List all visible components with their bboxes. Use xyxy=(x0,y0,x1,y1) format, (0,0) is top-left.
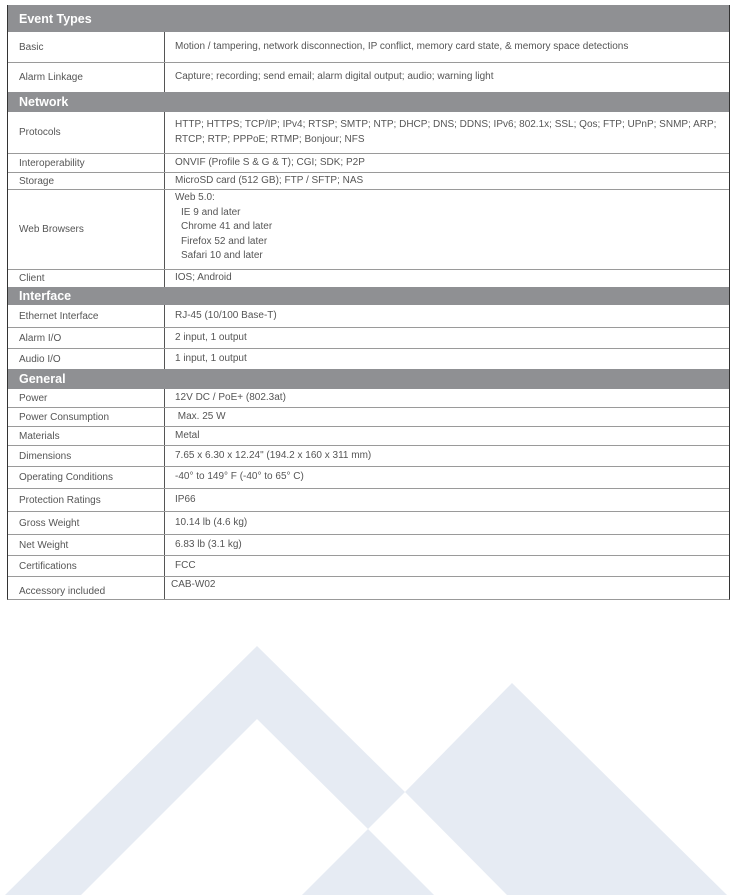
spec-row-storage xyxy=(8,172,729,189)
spec-row-gross-weight xyxy=(8,511,729,534)
spec-label: Client xyxy=(8,270,165,287)
spec-label: Audio I/O xyxy=(8,349,165,369)
spec-value-line: Firefox 52 and later xyxy=(181,235,268,247)
spec-row-certifications xyxy=(8,555,729,576)
spec-table xyxy=(7,5,730,600)
spec-label: Power Consumption xyxy=(8,408,165,426)
spec-value-line: Motion / tampering, network disconnection, IP conflict, memory card state, & memory space detections xyxy=(175,40,629,52)
spec-value xyxy=(165,489,729,511)
spec-label: Protocols xyxy=(8,112,165,153)
spec-row-accessory-included xyxy=(8,576,729,599)
spec-row-protocols xyxy=(8,112,729,153)
spec-value-line: IP66 xyxy=(175,493,196,505)
spec-value xyxy=(165,535,729,555)
section-title: Network xyxy=(19,95,69,109)
section-title: Interface xyxy=(19,289,72,303)
spec-value xyxy=(165,446,729,466)
spec-value xyxy=(165,112,729,153)
spec-row-materials xyxy=(8,426,729,445)
spec-value xyxy=(165,305,729,327)
spec-row-audio-io xyxy=(8,348,729,369)
spec-label: Materials xyxy=(8,427,165,445)
spec-value-line: Max. 25 W xyxy=(175,410,226,422)
spec-value xyxy=(165,512,729,534)
spec-value-line: 7.65 x 6.30 x 12.24" (194.2 x 160 x 311 mm) xyxy=(175,449,372,461)
spec-value xyxy=(165,577,729,599)
spec-value-line: IE 9 and later xyxy=(181,206,241,218)
spec-row-power-consumption xyxy=(8,407,729,426)
spec-value xyxy=(165,154,729,172)
spec-value-line: Capture; recording; send email; alarm digital output; audio; warning light xyxy=(175,71,494,83)
spec-value-line: -40° to 149° F (-40° to 65° C) xyxy=(175,471,304,483)
spec-row-alarm-io xyxy=(8,327,729,348)
section-header-general xyxy=(8,369,729,389)
spec-row-client xyxy=(8,269,729,287)
spec-row-interoperability xyxy=(8,153,729,172)
spec-label: Power xyxy=(8,389,165,407)
section-title: Event Types xyxy=(19,11,92,26)
spec-value-line: 10.14 lb (4.6 kg) xyxy=(175,516,248,528)
spec-value-line: Web 5.0: xyxy=(175,192,215,203)
spec-label: Protection Ratings xyxy=(8,489,165,511)
spec-row-operating-conditions xyxy=(8,466,729,488)
spec-value-line: MicroSD card (512 GB); FTP / SFTP; NAS xyxy=(175,174,364,186)
section-header-event-types xyxy=(8,5,729,32)
spec-value xyxy=(165,556,729,576)
spec-value xyxy=(165,389,729,407)
spec-value xyxy=(165,270,729,287)
spec-value-line: 2 input, 1 output xyxy=(175,331,247,343)
spec-value xyxy=(165,173,729,189)
spec-value-line: 1 input, 1 output xyxy=(175,352,247,364)
watermark-small-peak xyxy=(302,829,434,895)
spec-label: Interoperability xyxy=(8,154,165,172)
spec-value-line: HTTP; HTTPS; TCP/IP; IPv4; RTSP; SMTP; NTP; DHCP; DNS; DDNS; IPv6; 802.1x; SSL; Qos; FTP; UPnP; SNMP; ARP; xyxy=(175,119,717,130)
spec-row-net-weight xyxy=(8,534,729,555)
spec-value-line: Metal xyxy=(175,429,200,441)
spec-label: Net Weight xyxy=(8,535,165,555)
spec-value xyxy=(165,190,729,269)
spec-row-alarm-linkage xyxy=(8,62,729,92)
section-header-interface xyxy=(8,287,729,305)
spec-label: Operating Conditions xyxy=(8,467,165,488)
spec-value xyxy=(165,427,729,445)
spec-value-line: Chrome 41 and later xyxy=(181,221,273,232)
spec-value-line: FCC xyxy=(175,559,196,571)
spec-label: Gross Weight xyxy=(8,512,165,534)
spec-row-dimensions xyxy=(8,445,729,466)
section-title: General xyxy=(19,372,66,386)
spec-value-line: RTCP; RTP; PPPoE; RTMP; Bonjour; NFS xyxy=(175,133,365,145)
spec-label: Dimensions xyxy=(8,446,165,466)
spec-value-line: ONVIF (Profile S & G & T); CGI; SDK; P2P xyxy=(175,156,365,168)
spec-label: Basic xyxy=(8,32,165,62)
spec-label: Alarm I/O xyxy=(8,328,165,348)
spec-value xyxy=(165,63,729,92)
spec-value-line: Safari 10 and later xyxy=(181,250,263,261)
spec-value xyxy=(165,328,729,348)
spec-value xyxy=(165,408,729,426)
spec-label: Ethernet Interface xyxy=(8,305,165,327)
spec-row-web-browsers xyxy=(8,189,729,269)
spec-label: Web Browsers xyxy=(8,190,165,269)
spec-label: Certifications xyxy=(8,556,165,576)
spec-value-line: 12V DC / PoE+ (802.3at) xyxy=(175,391,286,403)
spec-row-power xyxy=(8,389,729,407)
spec-value xyxy=(165,467,729,488)
watermark-right-peak xyxy=(405,683,727,895)
spec-row-basic xyxy=(8,32,729,62)
spec-label: Alarm Linkage xyxy=(8,63,165,92)
spec-value-line: 6.83 lb (3.1 kg) xyxy=(175,538,242,550)
spec-value-line: CAB-W02 xyxy=(171,579,216,590)
spec-value xyxy=(165,349,729,369)
spec-label: Storage xyxy=(8,173,165,189)
spec-label: Accessory included xyxy=(8,577,165,599)
section-header-network xyxy=(8,92,729,112)
spec-row-ethernet-interface xyxy=(8,305,729,327)
spec-row-protection-ratings xyxy=(8,488,729,511)
spec-value xyxy=(165,32,729,62)
spec-value-line: RJ-45 (10/100 Base-T) xyxy=(175,309,277,321)
spec-value-line: IOS; Android xyxy=(175,272,232,284)
